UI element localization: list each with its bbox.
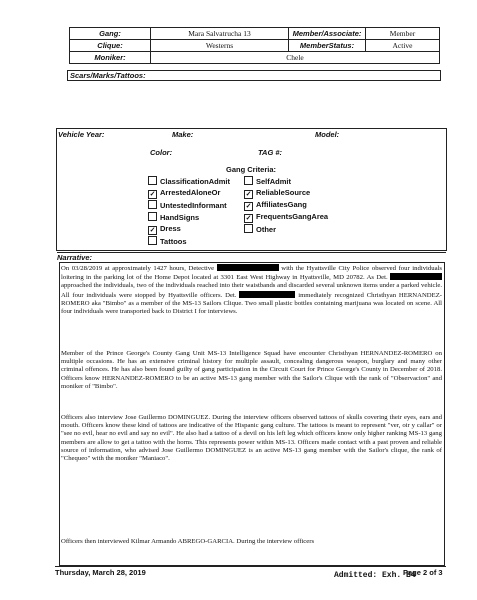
checked-checkbox-icon[interactable]: ✓	[245, 215, 252, 222]
criteria-item	[148, 188, 220, 199]
redaction-bar	[217, 264, 279, 271]
empty-checkbox-icon[interactable]	[148, 212, 157, 221]
moniker-row	[70, 52, 440, 64]
scars-marks-tattoos-label: Scars/Marks/Tattoos:	[67, 70, 441, 81]
checked-checkbox-icon[interactable]: ✓	[149, 191, 156, 198]
member-associate-label: Member/Associate:	[289, 28, 366, 40]
narrative-paragraph-3: Officers also interview Jose Guillermo DOMINGUEZ. During the interview officers observed tattoos of skulls covering their eyes, ears and mouth. Officers know these kind of tattoos are indicative of the Hispanic gang culture. The tattoos is meant to represent "ver, oir y callar" or "see no evil, hear no evil and say no evil". He also had a tattoo of a devil on his left leg which officers know only higher ranking MS-13 gang members are allow to get a tattoo with the horns. This represents power within MS-13. Officers made contact with a past proven and reliable source of information, who advised Jose Guillermo DOMINGUEZ is an active MS-13 gang member with the Sailor's clique, the rank of "Chequeo" with the moniker "Maniaco".	[61, 414, 442, 463]
vehicle-make-label: Make:	[172, 130, 194, 139]
exhibit-stamp: Admitted: Exh. B4	[334, 571, 416, 580]
member-status-label: MemberStatus:	[289, 40, 366, 52]
moniker-value: Chele	[151, 52, 440, 64]
narrative-p1-b: with the Hyattsville City Police observed four individuals loitering in the parking lot of the Home Depot located at 3301 East West Highway in Hyattsville, MD 20782. As Det.	[61, 265, 443, 282]
vehicle-model-label: Model:	[315, 130, 340, 139]
gang-criteria-title: Gang Criteria:	[226, 165, 277, 174]
empty-checkbox-icon[interactable]	[148, 200, 157, 209]
criteria-item-label: Other	[256, 225, 277, 234]
checked-checkbox-icon[interactable]: ✓	[245, 203, 252, 210]
empty-checkbox-icon[interactable]	[244, 224, 253, 233]
criteria-item-label: ClassificationAdmit	[160, 177, 231, 186]
clique-row	[70, 40, 440, 52]
criteria-item	[244, 200, 307, 211]
criteria-item-label: ArrestedAloneOr	[160, 188, 221, 197]
gang-label: Gang:	[70, 28, 151, 40]
narrative-label: Narrative:	[57, 252, 446, 263]
criteria-item	[244, 176, 291, 186]
criteria-item	[148, 212, 199, 222]
criteria-item	[148, 176, 230, 186]
criteria-item	[148, 200, 227, 210]
redaction-bar	[390, 273, 442, 280]
criteria-item	[244, 212, 328, 223]
vehicle-year-label: Vehicle Year:	[58, 130, 105, 139]
narrative-p1-a: On 03/28/2019 at approximately 1427 hours, Detective	[61, 265, 215, 272]
narrative-paragraph-4: Officers then interviewed Kilmar Armando ABREGO-GARCIA. During the interview officers	[61, 538, 315, 545]
criteria-item-label: AffiliatesGang	[256, 200, 307, 209]
checked-checkbox-icon[interactable]: ✓	[149, 227, 156, 234]
criteria-item-label: Tattoos	[160, 237, 187, 246]
narrative-p1-d: immediately recognized Christhyan HERNANDEZ-ROMERO aka "Bimbo" as a member of the MS-13 Sailors Clique. Two small plastic bottles containing marijuana was located on scene. All four individuals were transported back to District I for interviews.	[61, 291, 443, 316]
empty-checkbox-icon[interactable]	[148, 236, 157, 245]
criteria-item-label: HandSigns	[160, 213, 200, 222]
moniker-label: Moniker:	[70, 52, 151, 64]
criteria-item-label: SelfAdmit	[256, 177, 292, 186]
empty-checkbox-icon[interactable]	[148, 176, 157, 185]
narrative-p1-c: approached the individuals, two of the individuals reached into their waistbands and discarded several unknown items under a parked vehicle. All four individuals were stopped by Hyattsville officers. Det.	[61, 282, 442, 299]
vehicle-color-label: Color:	[150, 148, 173, 157]
narrative-paragraph-1	[61, 264, 442, 316]
gang-value: Mara Salvatrucha 13	[151, 28, 289, 40]
criteria-item	[244, 188, 310, 199]
narrative-paragraph-2: Member of the Prince George's County Gang Unit MS-13 Intelligence Squad have encounter Christhyan HERNANDEZ-ROMERO on multiple occasions. He has an extensive criminal history for multiple assault, concealing dangerous weapon, burglary and many other criminal offences. He has also been found guilty of gang participation in the Circuit Court for Prince George's County in December of 2018. Officers know HERNANDEZ-ROMERO to be an active MS-13 gang member with the Sailor's Clique with the rank of "Observacion" and moniker of "Bimbo".	[61, 350, 442, 390]
checked-checkbox-icon[interactable]: ✓	[245, 191, 252, 198]
criteria-item	[148, 224, 181, 235]
criteria-item-label: UntestedInformant	[160, 201, 227, 210]
gang-row	[70, 28, 440, 40]
footer-divider	[55, 566, 446, 567]
redaction-bar	[239, 291, 295, 298]
member-associate-value: Member	[366, 28, 440, 40]
criteria-item-label: Dress	[160, 224, 181, 233]
footer-date: Thursday, March 28, 2019	[55, 568, 146, 577]
criteria-item	[148, 236, 187, 246]
criteria-item-label: FrequentsGangArea	[256, 212, 329, 221]
member-status-value: Active	[366, 40, 440, 52]
criteria-item	[244, 224, 276, 234]
clique-label: Clique:	[70, 40, 151, 52]
footer-page-number: Page 2 of 3	[403, 568, 443, 577]
clique-value: Westerns	[151, 40, 289, 52]
criteria-item-label: ReliableSource	[256, 188, 311, 197]
vehicle-tag-label: TAG #:	[258, 148, 283, 157]
gang-info-table	[69, 27, 440, 64]
empty-checkbox-icon[interactable]	[244, 176, 253, 185]
